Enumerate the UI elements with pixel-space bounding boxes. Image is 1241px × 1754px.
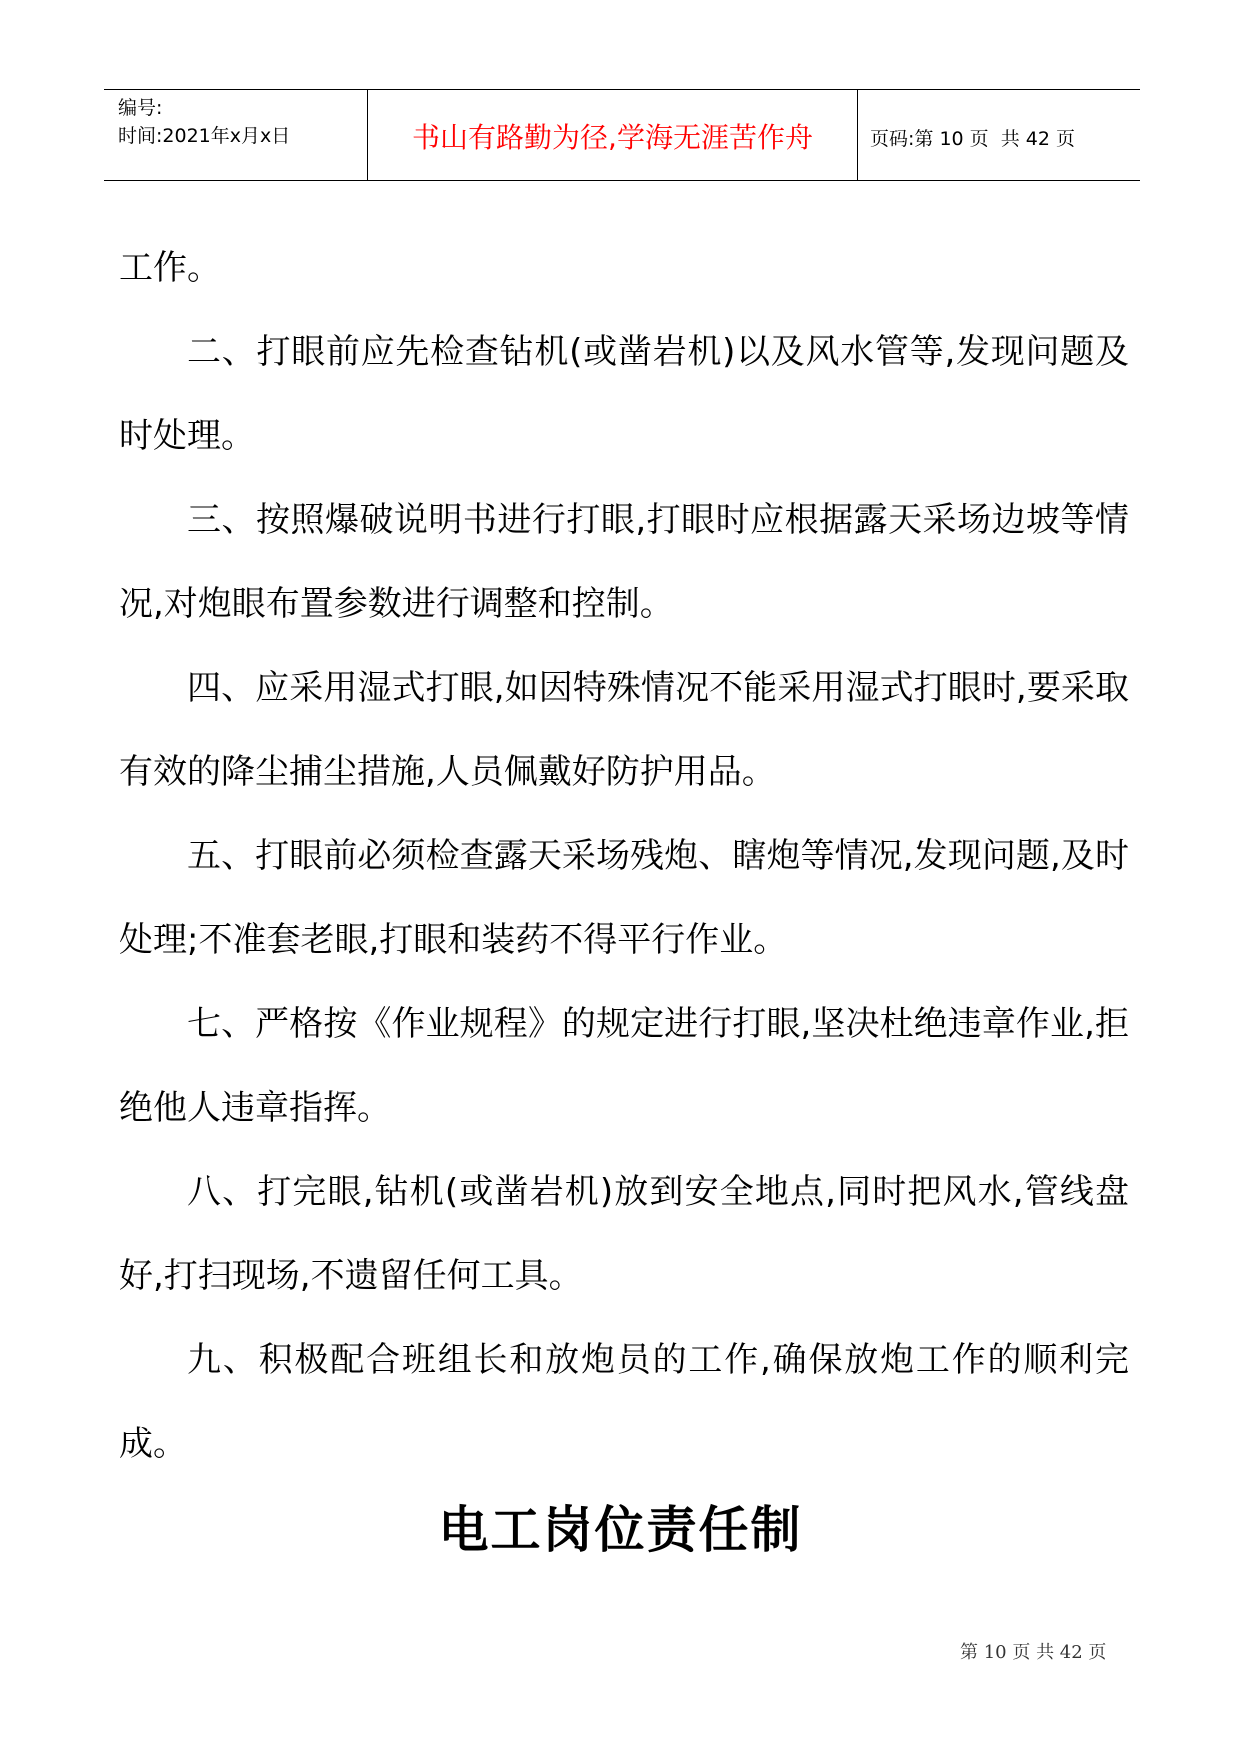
header-page-info <box>858 90 1140 180</box>
paragraph: 八、打完眼,钻机(或凿岩机)放到安全地点,同时把风水,管线盘好,打扫现场,不遗留任何工具。 <box>119 1172 1129 1296</box>
header-page-info-text: 页码:第 10 页 共 42 页 <box>870 127 1075 150</box>
paragraph: 工作。 <box>119 248 221 288</box>
paragraph: 五、打眼前必须检查露天采场残炮、瞎炮等情况,发现问题,及时处理;不准套老眼,打眼和装药不得平行作业。 <box>119 836 1129 960</box>
paragraph: 七、严格按《作业规程》的规定进行打眼,坚决杜绝违章作业,拒绝他人违章指挥。 <box>119 1004 1129 1128</box>
paragraph: 三、按照爆破说明书进行打眼,打眼时应根据露天采场边坡等情况,对炮眼布置参数进行调整和控制。 <box>119 500 1129 624</box>
paragraph: 九、积极配合班组长和放炮员的工作,确保放炮工作的顺利完成。 <box>119 1340 1129 1464</box>
header-meta <box>104 90 368 180</box>
header-time-label: 时间:2021年x月x日 <box>118 125 291 147</box>
page-footer: 第 10 页 共 42 页 <box>960 1642 1107 1663</box>
section-title: 电工岗位责任制 <box>438 1501 803 1559</box>
paragraph: 二、打眼前应先检查钻机(或凿岩机)以及风水管等,发现问题及时处理。 <box>119 332 1129 456</box>
paragraph: 四、应采用湿式打眼,如因特殊情况不能采用湿式打眼时,要采取有效的降尘捕尘措施,人员佩戴好防护用品。 <box>119 668 1129 792</box>
document-header <box>104 89 1140 181</box>
document-body <box>119 226 1129 1486</box>
header-number-label: 编号: <box>118 97 163 119</box>
header-motto: 书山有路勤为径,学海无涯苦作舟 <box>368 90 858 180</box>
